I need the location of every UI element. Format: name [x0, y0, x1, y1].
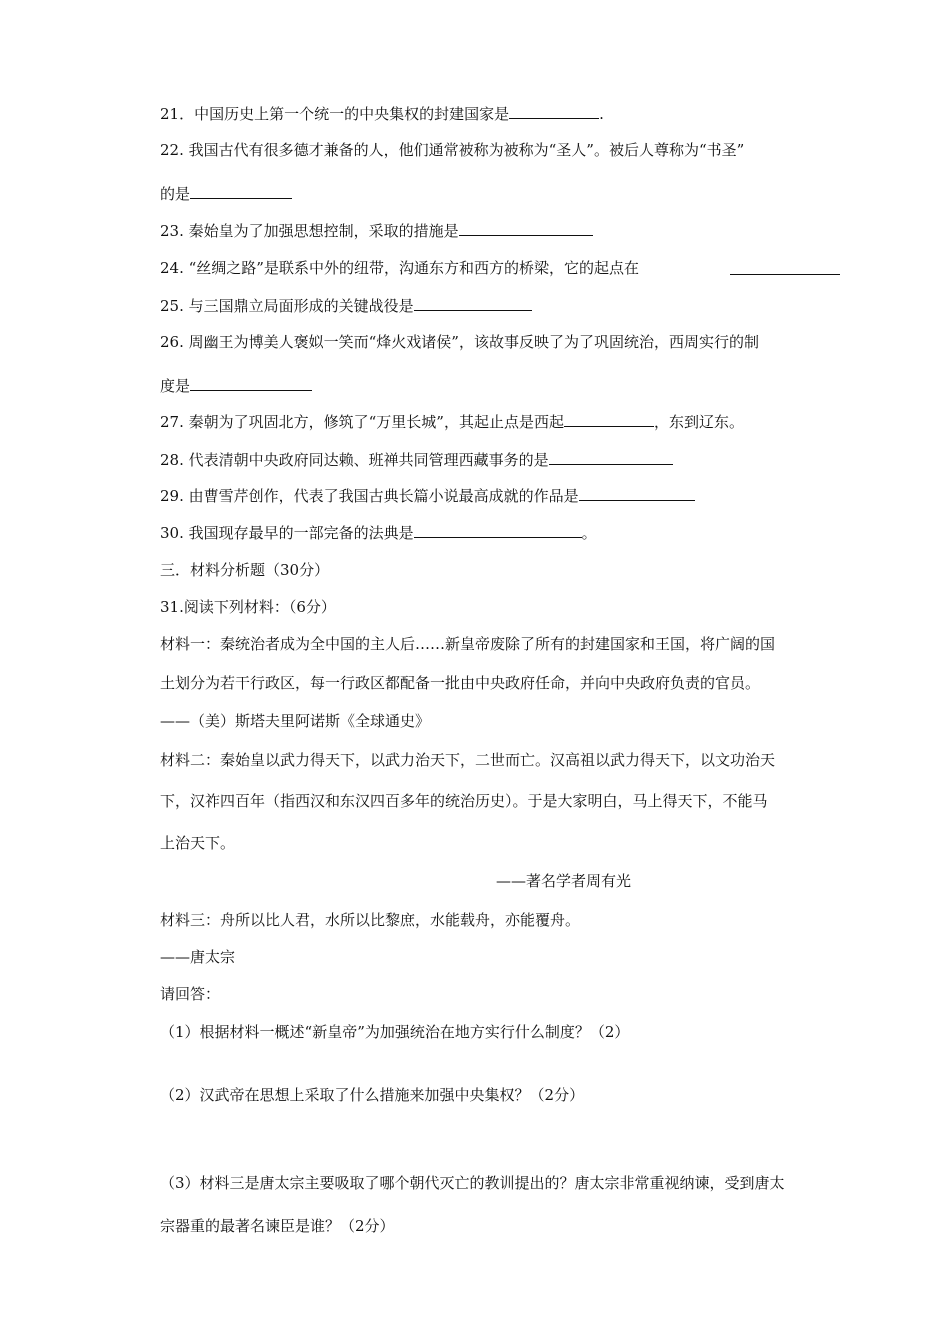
- answer-blank[interactable]: [579, 486, 695, 501]
- sub-question-1: （1）根据材料一概述“新皇帝”为加强统治在地方实行什么制度？（2）: [160, 1023, 630, 1041]
- material-1-source: ——（美）斯塔夫里阿诺斯《全球通史》: [160, 712, 431, 730]
- material-3-line-1: 材料三：舟所以比人君，水所以比黎庶，水能载舟，亦能覆舟。: [160, 911, 581, 929]
- question-25: 25. 与三国鼎立局面形成的关键战役是: [160, 296, 532, 316]
- question-30: 30. 我国现存最早的一部完备的法典是 。: [160, 524, 597, 542]
- section-3-title: 三．材料分析题（30分）: [160, 561, 330, 579]
- question-29: 29. 由曹雪芹创作，代表了我国古典长篇小说最高成就的作品是: [160, 486, 695, 506]
- question-26-cont: 度是: [160, 376, 312, 396]
- question-22-cont: 的是: [160, 184, 292, 204]
- answer-blank[interactable]: [190, 376, 312, 391]
- answer-blank[interactable]: [730, 260, 840, 275]
- question-28: 28. 代表清朝中央政府同达赖、班禅共同管理西藏事务的是: [160, 450, 673, 470]
- material-3-source: ——唐太宗: [160, 948, 236, 966]
- question-27: 27. 秦朝为了巩固北方，修筑了“万里长城”，其起止点是西起 ，东到辽东。: [160, 413, 744, 431]
- question-22: 22. 我国古代有很多德才兼备的人，他们通常被称为被称为“圣人”。被后人尊称为“书圣”: [160, 141, 745, 159]
- question-21: 21．中国历史上第一个统一的中央集权的封建国家是 .: [160, 105, 604, 123]
- material-2-line-2: 下，汉祚四百年（指西汉和东汉四百多年的统治历史）。于是大家明白，马上得天下，不能马: [160, 792, 768, 810]
- sub-question-2: （2）汉武帝在思想上采取了什么措施来加强中央集权？（2分）: [160, 1086, 585, 1104]
- material-2-line-1: 材料二：秦始皇以武力得天下，以武力治天下，二世而亡。汉高祖以武力得天下，以文功治天: [160, 751, 776, 769]
- answer-prompt: 请回答：: [160, 985, 221, 1003]
- material-2-line-3: 上治天下。: [160, 834, 236, 852]
- material-1-line-1: 材料一：秦统治者成为全中国的主人后……新皇帝废除了所有的封建国家和王国，将广阔的国: [160, 635, 776, 653]
- sub-question-3-line-2: 宗器重的最著名谏臣是谁？（2分）: [160, 1217, 395, 1235]
- answer-blank[interactable]: [564, 412, 654, 427]
- material-1-line-2: 土划分为若干行政区，每一行政区都配备一批由中央政府任命，并向中央政府负责的官员。: [160, 674, 761, 692]
- question-26: 26. 周幽王为博美人褒姒一笑而“烽火戏诸侯”，该故事反映了为了巩固统治，西周实行的制: [160, 333, 759, 351]
- answer-blank[interactable]: [549, 450, 673, 465]
- answer-blank[interactable]: [190, 184, 292, 199]
- material-2-source: ——著名学者周有光: [496, 872, 632, 890]
- answer-blank[interactable]: [414, 296, 532, 311]
- question-31-title: 31.阅读下列材料：（6分）: [160, 598, 336, 616]
- answer-blank[interactable]: [414, 523, 582, 538]
- question-23: 23. 秦始皇为了加强思想控制，采取的措施是: [160, 221, 593, 241]
- answer-blank[interactable]: [459, 221, 593, 236]
- sub-question-3-line-1: （3）材料三是唐太宗主要吸取了哪个朝代灭亡的教训提出的？唐太宗非常重视纳谏，受到唐太: [160, 1174, 785, 1192]
- question-24: 24. “丝绸之路”是联系中外的纽带，沟通东方和西方的桥梁，它的起点在: [160, 259, 639, 277]
- answer-blank[interactable]: [509, 104, 599, 119]
